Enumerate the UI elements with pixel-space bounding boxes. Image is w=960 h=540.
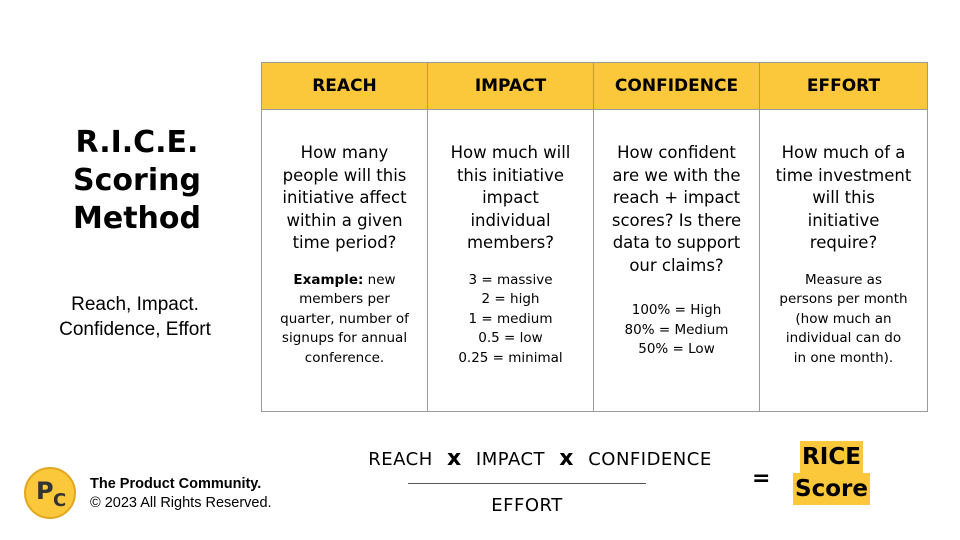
question-line: are we with the (612, 165, 741, 185)
question-line: How many (300, 143, 389, 162)
subtitle-line: Reach, Impact. (71, 294, 199, 315)
company-name: The Product Community. (90, 476, 262, 492)
cell-effort (760, 110, 927, 411)
rice-score-label (793, 441, 870, 505)
question-line: will this (812, 188, 875, 207)
subtitle-line: Confidence, Effort (59, 319, 211, 340)
impact-scale (434, 271, 587, 369)
note-line: persons per month (779, 291, 908, 307)
question-line: How confident (617, 143, 736, 162)
formula-effort: EFFORT (491, 495, 563, 516)
question-line: scores? Is there (611, 210, 742, 230)
rice-table (261, 62, 928, 412)
question-line: people will this (282, 165, 407, 185)
equals-sign: = (752, 466, 771, 491)
title-line: Method (73, 201, 201, 236)
impact-question (434, 142, 587, 255)
header-impact: IMPACT (428, 63, 594, 110)
copyright-text: © 2023 All Rights Reserved. (90, 495, 272, 511)
cell-impact (428, 110, 594, 411)
score-line: Score (793, 473, 870, 505)
formula-confidence: CONFIDENCE (588, 449, 712, 470)
formula-numerator (340, 446, 740, 471)
reach-question (268, 142, 421, 255)
scale-item: 3 = massive (468, 271, 553, 288)
example-line: conference. (304, 349, 385, 366)
multiply-sign: x (559, 446, 574, 471)
question-line: initiative (807, 210, 880, 230)
score-line: RICE (800, 441, 863, 473)
scale-item: 1 = medium (468, 310, 553, 327)
effort-note (766, 271, 921, 369)
example-line: new (363, 271, 396, 288)
formula-impact: IMPACT (475, 449, 546, 470)
company-info (90, 475, 272, 513)
example-line: quarter, number of (280, 310, 409, 327)
logo-letter: P (36, 477, 54, 505)
question-line: How much will (450, 143, 571, 162)
question-line: data to support (612, 233, 741, 252)
confidence-scale (600, 301, 753, 360)
cell-confidence (594, 110, 760, 411)
scale-item: 0.25 = minimal (458, 349, 563, 366)
question-line: reach + impact (612, 188, 741, 207)
page-title (42, 124, 232, 238)
formula-reach: REACH (368, 449, 433, 470)
scale-item: 100% = High (631, 302, 722, 318)
effort-question (766, 142, 921, 255)
question-line: individual (470, 210, 551, 230)
note-line: Measure as (805, 271, 882, 288)
question-line: this initiative (456, 165, 565, 185)
confidence-question (600, 142, 753, 277)
question-line: initiative affect (282, 188, 407, 207)
title-line: Scoring (73, 163, 201, 198)
fraction-bar (408, 483, 646, 484)
logo-letter: C (53, 490, 67, 511)
header-effort: EFFORT (760, 63, 927, 110)
note-line: in one month). (793, 349, 894, 366)
scale-item: 2 = high (481, 291, 540, 307)
question-line: require? (809, 233, 878, 252)
header-reach: REACH (262, 63, 428, 110)
example-line: members per (299, 291, 390, 307)
page-subtitle (30, 292, 240, 342)
note-line: individual can do (785, 330, 902, 346)
question-line: impact (482, 188, 539, 207)
scale-item: 50% = Low (638, 341, 715, 357)
reach-example (268, 271, 421, 369)
example-line: signups for annual (281, 330, 408, 346)
question-line: How much of a (781, 143, 906, 162)
question-line: members? (466, 233, 555, 252)
scale-item: 80% = Medium (624, 321, 729, 338)
question-line: within a given (286, 210, 403, 230)
multiply-sign: x (446, 446, 462, 471)
question-line: time investment (775, 165, 912, 185)
note-line: (how much an (795, 310, 892, 327)
example-label: Example: (293, 271, 364, 288)
product-community-logo (24, 467, 76, 519)
title-line: R.I.C.E. (75, 125, 199, 160)
question-line: our claims? (629, 255, 724, 275)
scale-item: 0.5 = low (478, 330, 543, 346)
cell-reach (262, 110, 428, 411)
question-line: time period? (292, 233, 397, 252)
header-confidence: CONFIDENCE (594, 63, 760, 110)
